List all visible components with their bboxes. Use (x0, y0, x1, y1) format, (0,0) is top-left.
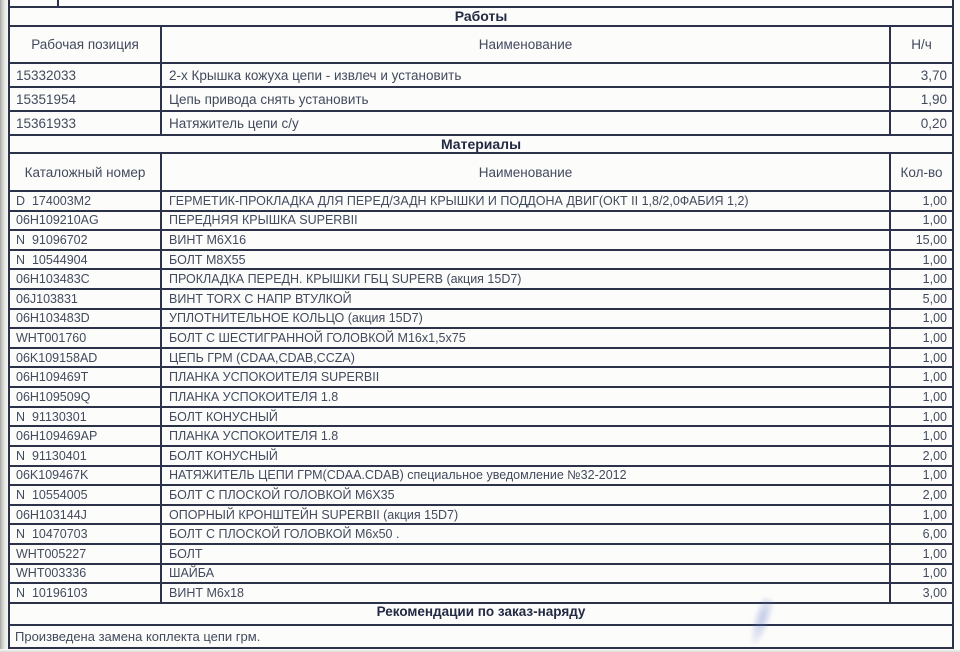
material-row (10, 506, 952, 526)
material-name: ПЛАНКА УСПОКОИТЕЛЯ 1.8 (162, 388, 891, 406)
material-row (10, 231, 952, 251)
work-hours-value: 3,70 (920, 67, 947, 83)
material-catalog-number: 06H109509Q (10, 388, 162, 406)
materials-col-name: Наименование (162, 154, 891, 190)
material-row (10, 251, 952, 271)
material-name: БОЛТ С ПЛОСКОЙ ГОЛОВКОЙ M6x50 . (162, 525, 891, 543)
material-catalog-number: N 10554005 (10, 486, 162, 504)
material-quantity: 1,00 (922, 272, 947, 287)
material-name: ПЕРЕДНЯЯ КРЫШКА SUPERBII (162, 212, 891, 230)
material-name: ШАЙБА (162, 565, 891, 583)
material-quantity: 1,00 (922, 566, 947, 581)
clipped-cell (59, 0, 952, 6)
material-quantity: 1,00 (922, 213, 947, 228)
materials-col-catalog-number: Каталожный номер (10, 154, 162, 190)
material-catalog-number: 06K109158AD (10, 349, 162, 367)
material-row (10, 212, 952, 232)
material-row (10, 525, 952, 545)
material-name: ПРОКЛАДКА ПЕРЕДН. КРЫШКИ ГБЦ SUPERB (акция 15D7) (162, 270, 891, 288)
material-row (10, 388, 952, 408)
material-name: ВИНТ M6X16 (162, 231, 891, 249)
material-catalog-number: N 91130401 (10, 447, 162, 465)
material-quantity: 1,00 (922, 350, 947, 365)
material-catalog-number: 06H103483C (10, 270, 162, 288)
material-name: ВИНТ M6x18 (162, 584, 891, 602)
work-hours-value: 1,90 (920, 91, 947, 107)
material-row (10, 447, 952, 467)
material-name: БОЛТ С ШЕСТИГРАННОЙ ГОЛОВКОЙ M16x1,5x75 (162, 329, 891, 347)
material-catalog-number: 06H109469AP (10, 427, 162, 445)
material-catalog-number: N 10544904 (10, 251, 162, 269)
material-name: НАТЯЖИТЕЛЬ ЦЕПИ ГРМ(CDAA.CDAB) специальное уведомление №32-2012 (162, 467, 891, 485)
material-row (10, 565, 952, 585)
material-row (10, 349, 952, 369)
works-columns-row (10, 27, 952, 64)
material-row (10, 545, 952, 565)
material-catalog-number: WHT003336 (10, 565, 162, 583)
work-name: Цепь привода снять установить (162, 88, 891, 110)
material-row (10, 192, 952, 212)
works-col-hours: Н/ч (911, 37, 932, 52)
work-row (10, 64, 952, 88)
work-position-code: 15351954 (10, 88, 162, 110)
material-catalog-number: 06H103144J (10, 506, 162, 524)
material-catalog-number: 06H109210AG (10, 212, 162, 230)
material-row (10, 270, 952, 290)
material-name: ЦЕПЬ ГРМ (CDAA,CDAB,CCZA) (162, 349, 891, 367)
material-catalog-number: D 174003M2 (10, 192, 162, 210)
works-rows (10, 64, 952, 136)
clipped-cell (10, 0, 59, 6)
material-catalog-number: 06H103483D (10, 310, 162, 328)
material-quantity: 5,00 (922, 291, 947, 306)
materials-columns-row (10, 154, 952, 192)
works-section-header (10, 8, 952, 27)
material-quantity: 1,00 (922, 429, 947, 444)
material-row (10, 408, 952, 428)
material-row (10, 329, 952, 349)
material-row (10, 290, 952, 310)
material-catalog-number: N 10470703 (10, 525, 162, 543)
material-quantity: 1,00 (922, 507, 947, 522)
works-section-title: Работы (454, 8, 508, 24)
material-name: ПЛАНКА УСПОКОИТЕЛЯ 1.8 (162, 427, 891, 445)
material-name: ОПОРНЫЙ КРОНШТЕЙН SUPERBII (акция 15D7) (162, 506, 891, 524)
works-col-name: Наименование (162, 27, 891, 62)
material-row (10, 584, 952, 604)
work-position-code: 15332033 (10, 64, 162, 86)
work-name: Натяжитель цепи с/у (162, 112, 891, 134)
material-quantity: 1,00 (922, 546, 947, 561)
work-name: 2-х Крышка кожуха цепи - извлеч и установить (162, 64, 891, 86)
materials-rows (10, 192, 952, 604)
works-col-position: Рабочая позиция (10, 27, 162, 62)
material-quantity: 15,00 (915, 233, 947, 248)
material-name: ПЛАНКА УСПОКОИТЕЛЯ SUPERBII (162, 368, 891, 386)
work-row (10, 88, 952, 112)
work-position-code: 15361933 (10, 112, 162, 134)
material-catalog-number: 06H109469T (10, 368, 162, 386)
material-quantity: 1,00 (922, 389, 947, 404)
material-quantity: 6,00 (922, 527, 947, 542)
material-quantity: 2,00 (922, 487, 947, 502)
material-name: БОЛТ КОНУСНЫЙ (162, 447, 891, 465)
clipped-previous-row (10, 0, 952, 8)
material-name: ГЕРМЕТИК-ПРОКЛАДКА ДЛЯ ПЕРЕД/ЗАДН КРЫШКИ И ПОДДОНА ДВИГ(ОКТ II 1,8/2,0ФАБИЯ 1,2) (162, 192, 891, 210)
materials-section-title: Материалы (440, 136, 522, 152)
material-quantity: 1,00 (922, 331, 947, 346)
material-name: БОЛТ M8X55 (162, 251, 891, 269)
material-catalog-number: WHT005227 (10, 545, 162, 563)
material-catalog-number: WHT001760 (10, 329, 162, 347)
recommendations-section-title: Рекомендации по заказ-наряду (376, 603, 586, 619)
material-quantity: 1,00 (922, 311, 947, 326)
material-quantity: 1,00 (922, 468, 947, 483)
material-quantity: 1,00 (922, 370, 947, 385)
material-row (10, 467, 952, 487)
material-name: ВИНТ TORX С НАПР ВТУЛКОЙ (162, 290, 891, 308)
material-quantity: 1,00 (922, 193, 947, 208)
materials-col-quantity: Кол-во (900, 164, 943, 180)
material-catalog-number: N 10196103 (10, 584, 162, 602)
recommendations-section-header (10, 604, 952, 626)
materials-section-header (10, 136, 952, 154)
material-row (10, 368, 952, 388)
material-catalog-number: 06J103831 (10, 290, 162, 308)
material-catalog-number: 06K109467K (10, 467, 162, 485)
material-name: БОЛТ (162, 545, 891, 563)
material-catalog-number: N 91130301 (10, 408, 162, 426)
material-name: БОЛТ КОНУСНЫЙ (162, 408, 891, 426)
service-order-table (8, 0, 954, 649)
material-name: УПЛОТНИТЕЛЬНОЕ КОЛЬЦО (акция 15D7) (162, 310, 891, 328)
material-quantity: 1,00 (922, 409, 947, 424)
material-name: БОЛТ С ПЛОСКОЙ ГОЛОВКОЙ M6X35 (162, 486, 891, 504)
material-row (10, 310, 952, 330)
material-quantity: 2,00 (922, 448, 947, 463)
material-row (10, 486, 952, 506)
material-quantity: 1,00 (922, 252, 947, 267)
material-catalog-number: N 91096702 (10, 231, 162, 249)
material-row (10, 427, 952, 447)
material-quantity: 3,00 (922, 585, 947, 600)
recommendation-note-row (10, 626, 952, 649)
work-hours-value: 0,20 (920, 115, 947, 131)
recommendation-note: Произведена замена коплекта цепи грм. (15, 628, 261, 644)
work-row (10, 112, 952, 136)
